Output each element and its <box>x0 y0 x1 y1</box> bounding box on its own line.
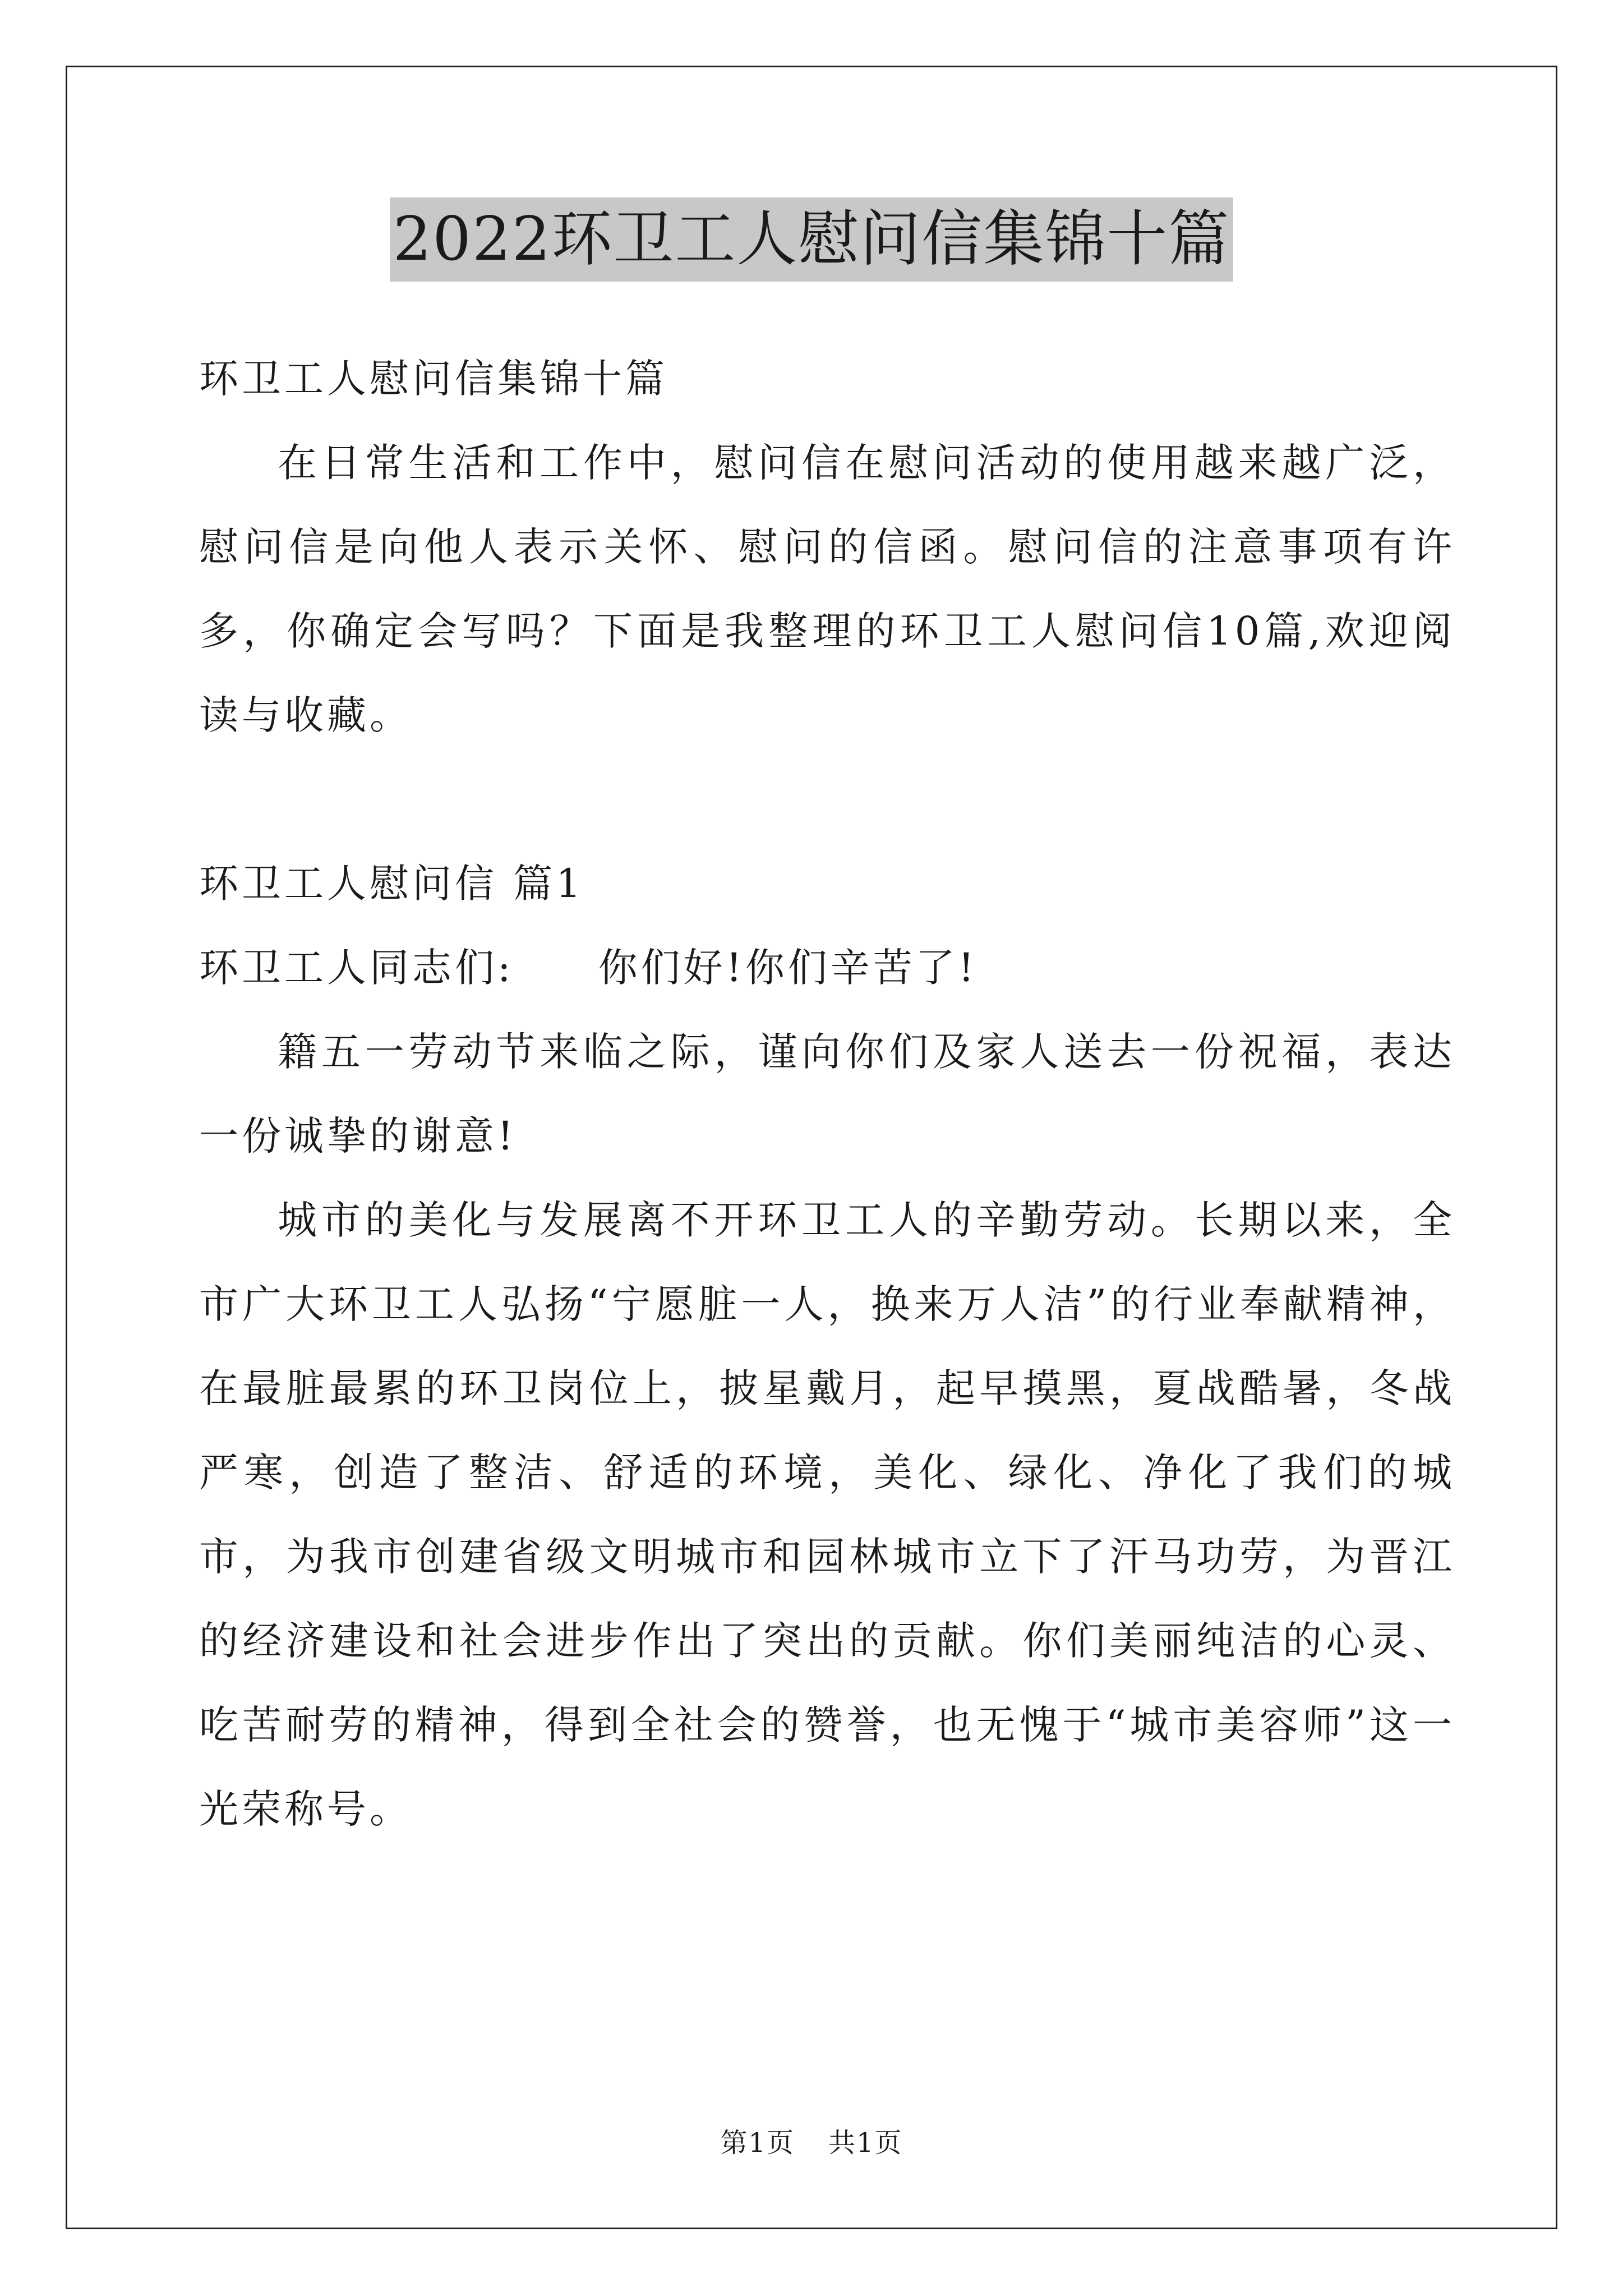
section-heading: 环卫工人慰问信 篇1 <box>199 861 584 907</box>
body-paragraph-2: 城市的美化与发展离不开环卫工人的辛勤劳动。长期以来，全市广大环卫工人弘扬“宁愿脏一人，换来万人洁”的行业奉献精神，在最脏最累的环卫岗位上，披星戴月，起早摸黑，夏战酷暑，冬战严寒，创造了整洁、舒适的环境，美化、绿化、净化了我们的城市，为我市创建省级文明城市和园林城市立下了汗马功劳，为晋江的经济建设和社会进步作出了突出的贡献。你们美丽纯洁的心灵、吃苦耐劳的精神，得到全社会的赞誉，也无愧于“城市美容师”这一光荣称号。 <box>199 1197 1455 1832</box>
salutation-line <box>199 926 1455 1010</box>
salutation: 环卫工人同志们: <box>199 945 514 991</box>
page-footer <box>0 2126 1623 2160</box>
intro-paragraph: 在日常生活和工作中，慰问信在慰问活动的使用越来越广泛，慰问信是向他人表示关怀、慰问的信函。慰问信的注意事项有许多，你确定会写吗？下面是我整理的环卫工人慰问信10篇,欢迎阅读与收藏。 <box>199 440 1455 738</box>
subtitle: 环卫工人慰问信集锦十篇 <box>199 356 668 402</box>
page-total: 共1页 <box>828 2127 903 2159</box>
body-paragraph-1: 籍五一劳动节来临之际，谨向你们及家人送去一份祝福，表达一份诚挚的谢意! <box>199 1029 1455 1159</box>
page-number: 第1页 <box>720 2127 795 2159</box>
greeting: 你们好!你们辛苦了! <box>598 945 978 991</box>
title-wrap <box>0 197 1623 282</box>
document-title: 2022环卫工人慰问信集锦十篇 <box>390 197 1234 282</box>
document-body <box>199 337 1455 1851</box>
